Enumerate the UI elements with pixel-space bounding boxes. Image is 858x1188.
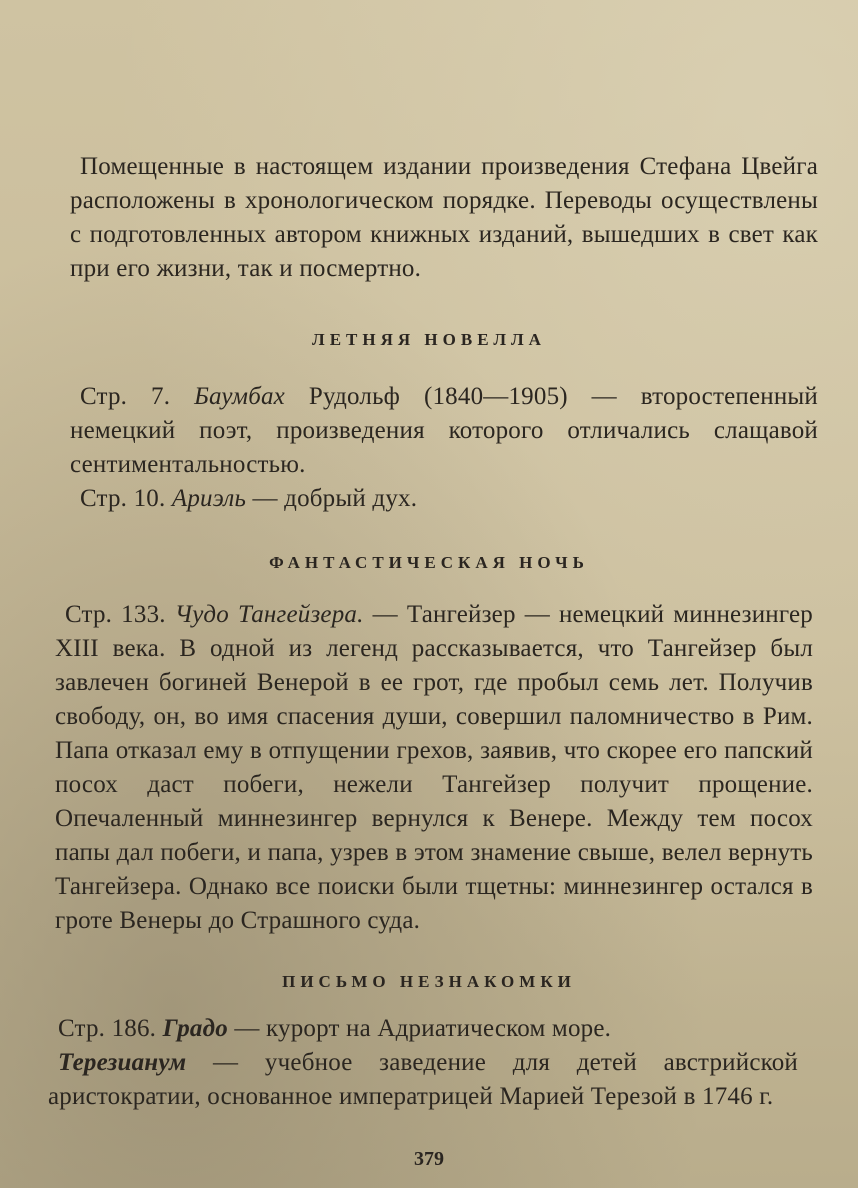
intro-block <box>70 150 818 286</box>
section-notes-summer-novella <box>70 380 818 516</box>
section-heading-summer-novella: ЛЕТНЯЯ НОВЕЛЛА <box>312 330 546 349</box>
note-text: — добрый дух. <box>246 485 418 512</box>
note-ref: Стр. 186. <box>58 1015 157 1042</box>
note-item <box>48 1046 798 1114</box>
note-term: Баумбах <box>194 383 285 410</box>
note-item <box>55 598 813 938</box>
note-text: — Тангейзер — немецкий миннезингер XIII века. В одной из легенд рассказывается, что Тангейзер был завлечен богиней Венерой в ее грот, где пробыл семь лет. Получив свободу, он, во имя спасения души, совершил паломничество в Рим. Папа отказал ему в отпущении грехов, заявив, что скорее его папский посох даст побеги, нежели Тангейзер получит прощение. Опечаленный миннезингер вернулся к Венере. Между тем посох папы дал побеги, и папа, узрев в этом знамение свыше, велел вернуть Тангейзера. Однако все поиски были тщетны: миннезингер остался в гроте Венеры до Страшного суда. <box>55 601 813 934</box>
section-heading-fantastic-night: ФАНТАСТИЧЕСКАЯ НОЧЬ <box>269 553 589 572</box>
note-text: Рудольф (1840—1905) — второстепенный немецкий поэт, произведения которого отличались слащавой сентиментальностью. <box>70 383 818 478</box>
note-term: Терезианум <box>58 1049 187 1076</box>
note-item <box>48 1012 798 1046</box>
section-notes-fantastic-night <box>55 598 813 938</box>
page-number: 379 <box>414 1148 444 1170</box>
note-ref: Стр. 10. <box>80 485 166 512</box>
section-heading-letter-from-stranger: ПИСЬМО НЕЗНАКОМКИ <box>282 972 576 991</box>
note-term: Градо <box>162 1015 228 1042</box>
note-item <box>70 380 818 482</box>
note-term: Ариэль <box>171 485 247 512</box>
note-item <box>70 482 818 516</box>
note-text: — курорт на Адриатическом море. <box>227 1015 612 1042</box>
note-ref: Стр. 7. <box>80 383 171 410</box>
intro-paragraph: Помещенные в настоящем издании произведения Стефана Цвейга расположены в хронологическом порядке. Переводы осуществлены с подготовленных автором книжных изданий, вышедших в свет как при его жизни, так и посмертно. <box>70 153 818 282</box>
note-term: Чудо Тангейзера. <box>174 601 364 628</box>
note-ref: Стр. 133. <box>65 601 166 628</box>
note-text: — учебное заведение для детей австрийской аристократии, основанное императрицей Марией Терезой в 1746 г. <box>48 1049 798 1110</box>
section-notes-letter-from-stranger <box>48 1012 798 1114</box>
